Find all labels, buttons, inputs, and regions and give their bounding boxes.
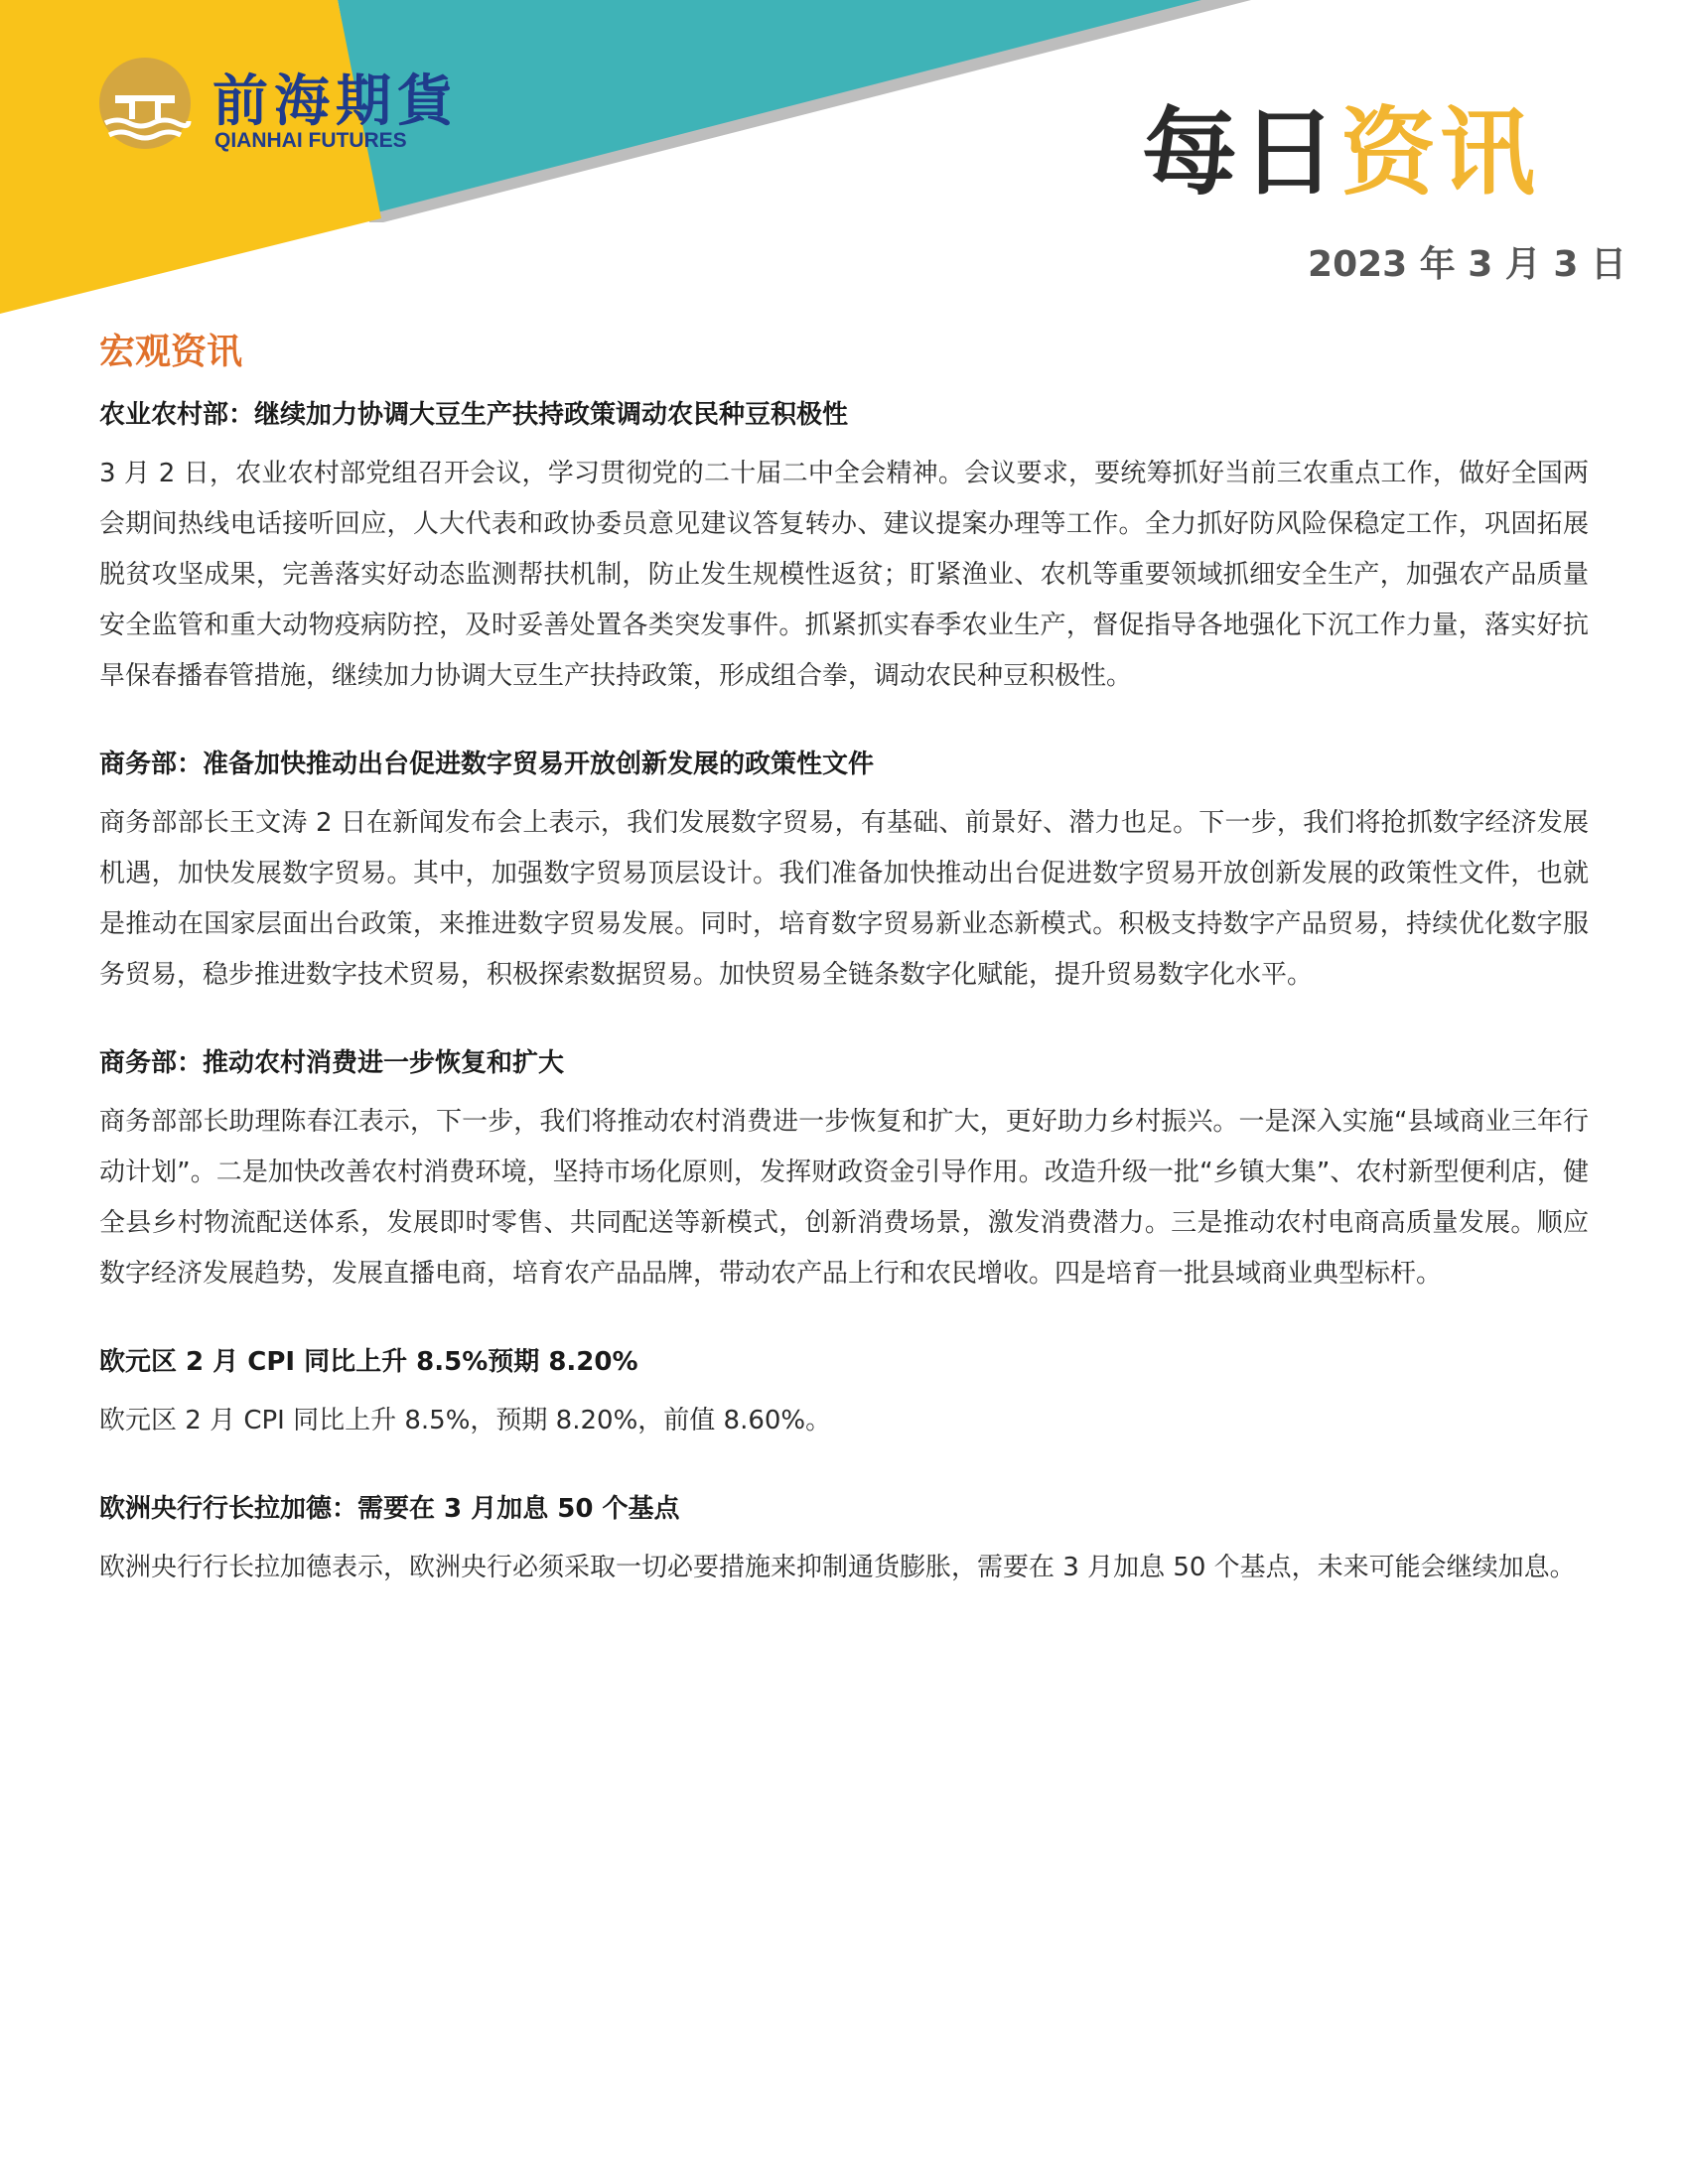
article-body: 欧洲央行行长拉加德表示，欧洲央行必须采取一切必要措施来抑制通货膨胀，需要在 3 月加息 50 个基点，未来可能会继续加息。 [99,1553,1576,1583]
header-teal-band [338,0,1201,212]
article-title: 商务部：推动农村消费进一步恢复和扩大 [99,1047,565,1078]
article-body: 欧元区 2 月 CPI 同比上升 8.5%，预期 8.20%，前值 8.60%。 [99,1406,832,1436]
article-body: 3 月 2 日，农业农村部党组召开会议，学习贯彻党的二十届二中全会精神。会议要求，要统筹抓好当前三农重点工作，做好全国两会期间热线电话接听回应，人大代表和政协委员意见建议答复转办、建议提案办理等工作。全力抓好防风险保稳定工作，巩固拓展脱贫攻坚成果，完善落实好动态监测帮扶机制，防止发生规模性返贫；盯紧渔业、农机等重要领域抓细安全生产，加强农产品质量安全监管和重大动物疫病防控，及时妥善处置各类突发事件。抓紧抓实春季农业生产，督促指导各地强化下沉工作力量，落实好抗旱保春播春管措施，继续加力协调大豆生产扶持政策，形成组合拳，调动农民种豆积极性。 [99,458,1589,691]
article [99,1492,1589,1593]
logo-english-name: QIANHAI FUTURES [214,129,407,152]
article-title: 商务部：准备加快推动出台促进数字贸易开放创新发展的政策性文件 [99,749,875,779]
company-logo [95,52,459,161]
logo-chinese-name: 前海期貨 [212,68,459,134]
article [99,1046,1589,1299]
report-date: 2023 年 3 月 3 日 [1308,244,1626,285]
section-title-macro: 宏观资讯 [99,332,243,372]
article [99,1345,1589,1446]
article [99,398,1589,702]
main-content [99,330,1589,1639]
article-title: 欧洲央行行长拉加德：需要在 3 月加息 50 个基点 [99,1494,680,1525]
sun-wave-logo-icon [95,56,195,155]
article [99,748,1589,1001]
article-title: 欧元区 2 月 CPI 同比上升 8.5%预期 8.20% [99,1347,638,1378]
masthead-title-part2: 资讯 [1340,97,1539,208]
masthead-title-part1: 每日 [1142,97,1340,208]
masthead-title [1142,97,1539,208]
article-title: 农业农村部：继续加力协调大豆生产扶持政策调动农民种豆积极性 [99,399,849,430]
article-body: 商务部部长王文涛 2 日在新闻发布会上表示，我们发展数字贸易，有基础、前景好、潜力也足。下一步，我们将抢抓数字经济发展机遇，加快发展数字贸易。其中，加强数字贸易顶层设计。我们准备加快推动出台促进数字贸易开放创新发展的政策性文件，也就是推动在国家层面出台政策，来推进数字贸易发展。同时，培育数字贸易新业态新模式。积极支持数字产品贸易，持续优化数字服务贸易，稳步推进数字技术贸易，积极探索数据贸易。加快贸易全链条数字化赋能，提升贸易数字化水平。 [99,807,1589,990]
article-body: 商务部部长助理陈春江表示，下一步，我们将推动农村消费进一步恢复和扩大，更好助力乡村振兴。一是深入实施“县域商业三年行动计划”。二是加快改善农村消费环境，坚持市场化原则，发挥财政资金引导作用。改造升级一批“乡镇大集”、农村新型便利店，健全县乡村物流配送体系，发展即时零售、共同配送等新模式，创新消费场景，激发消费潜力。三是推动农村电商高质量发展。顺应数字经济发展趋势，发展直播电商，培育农产品品牌，带动农产品上行和农民增收。四是培育一批县域商业典型标杆。 [99,1107,1589,1290]
